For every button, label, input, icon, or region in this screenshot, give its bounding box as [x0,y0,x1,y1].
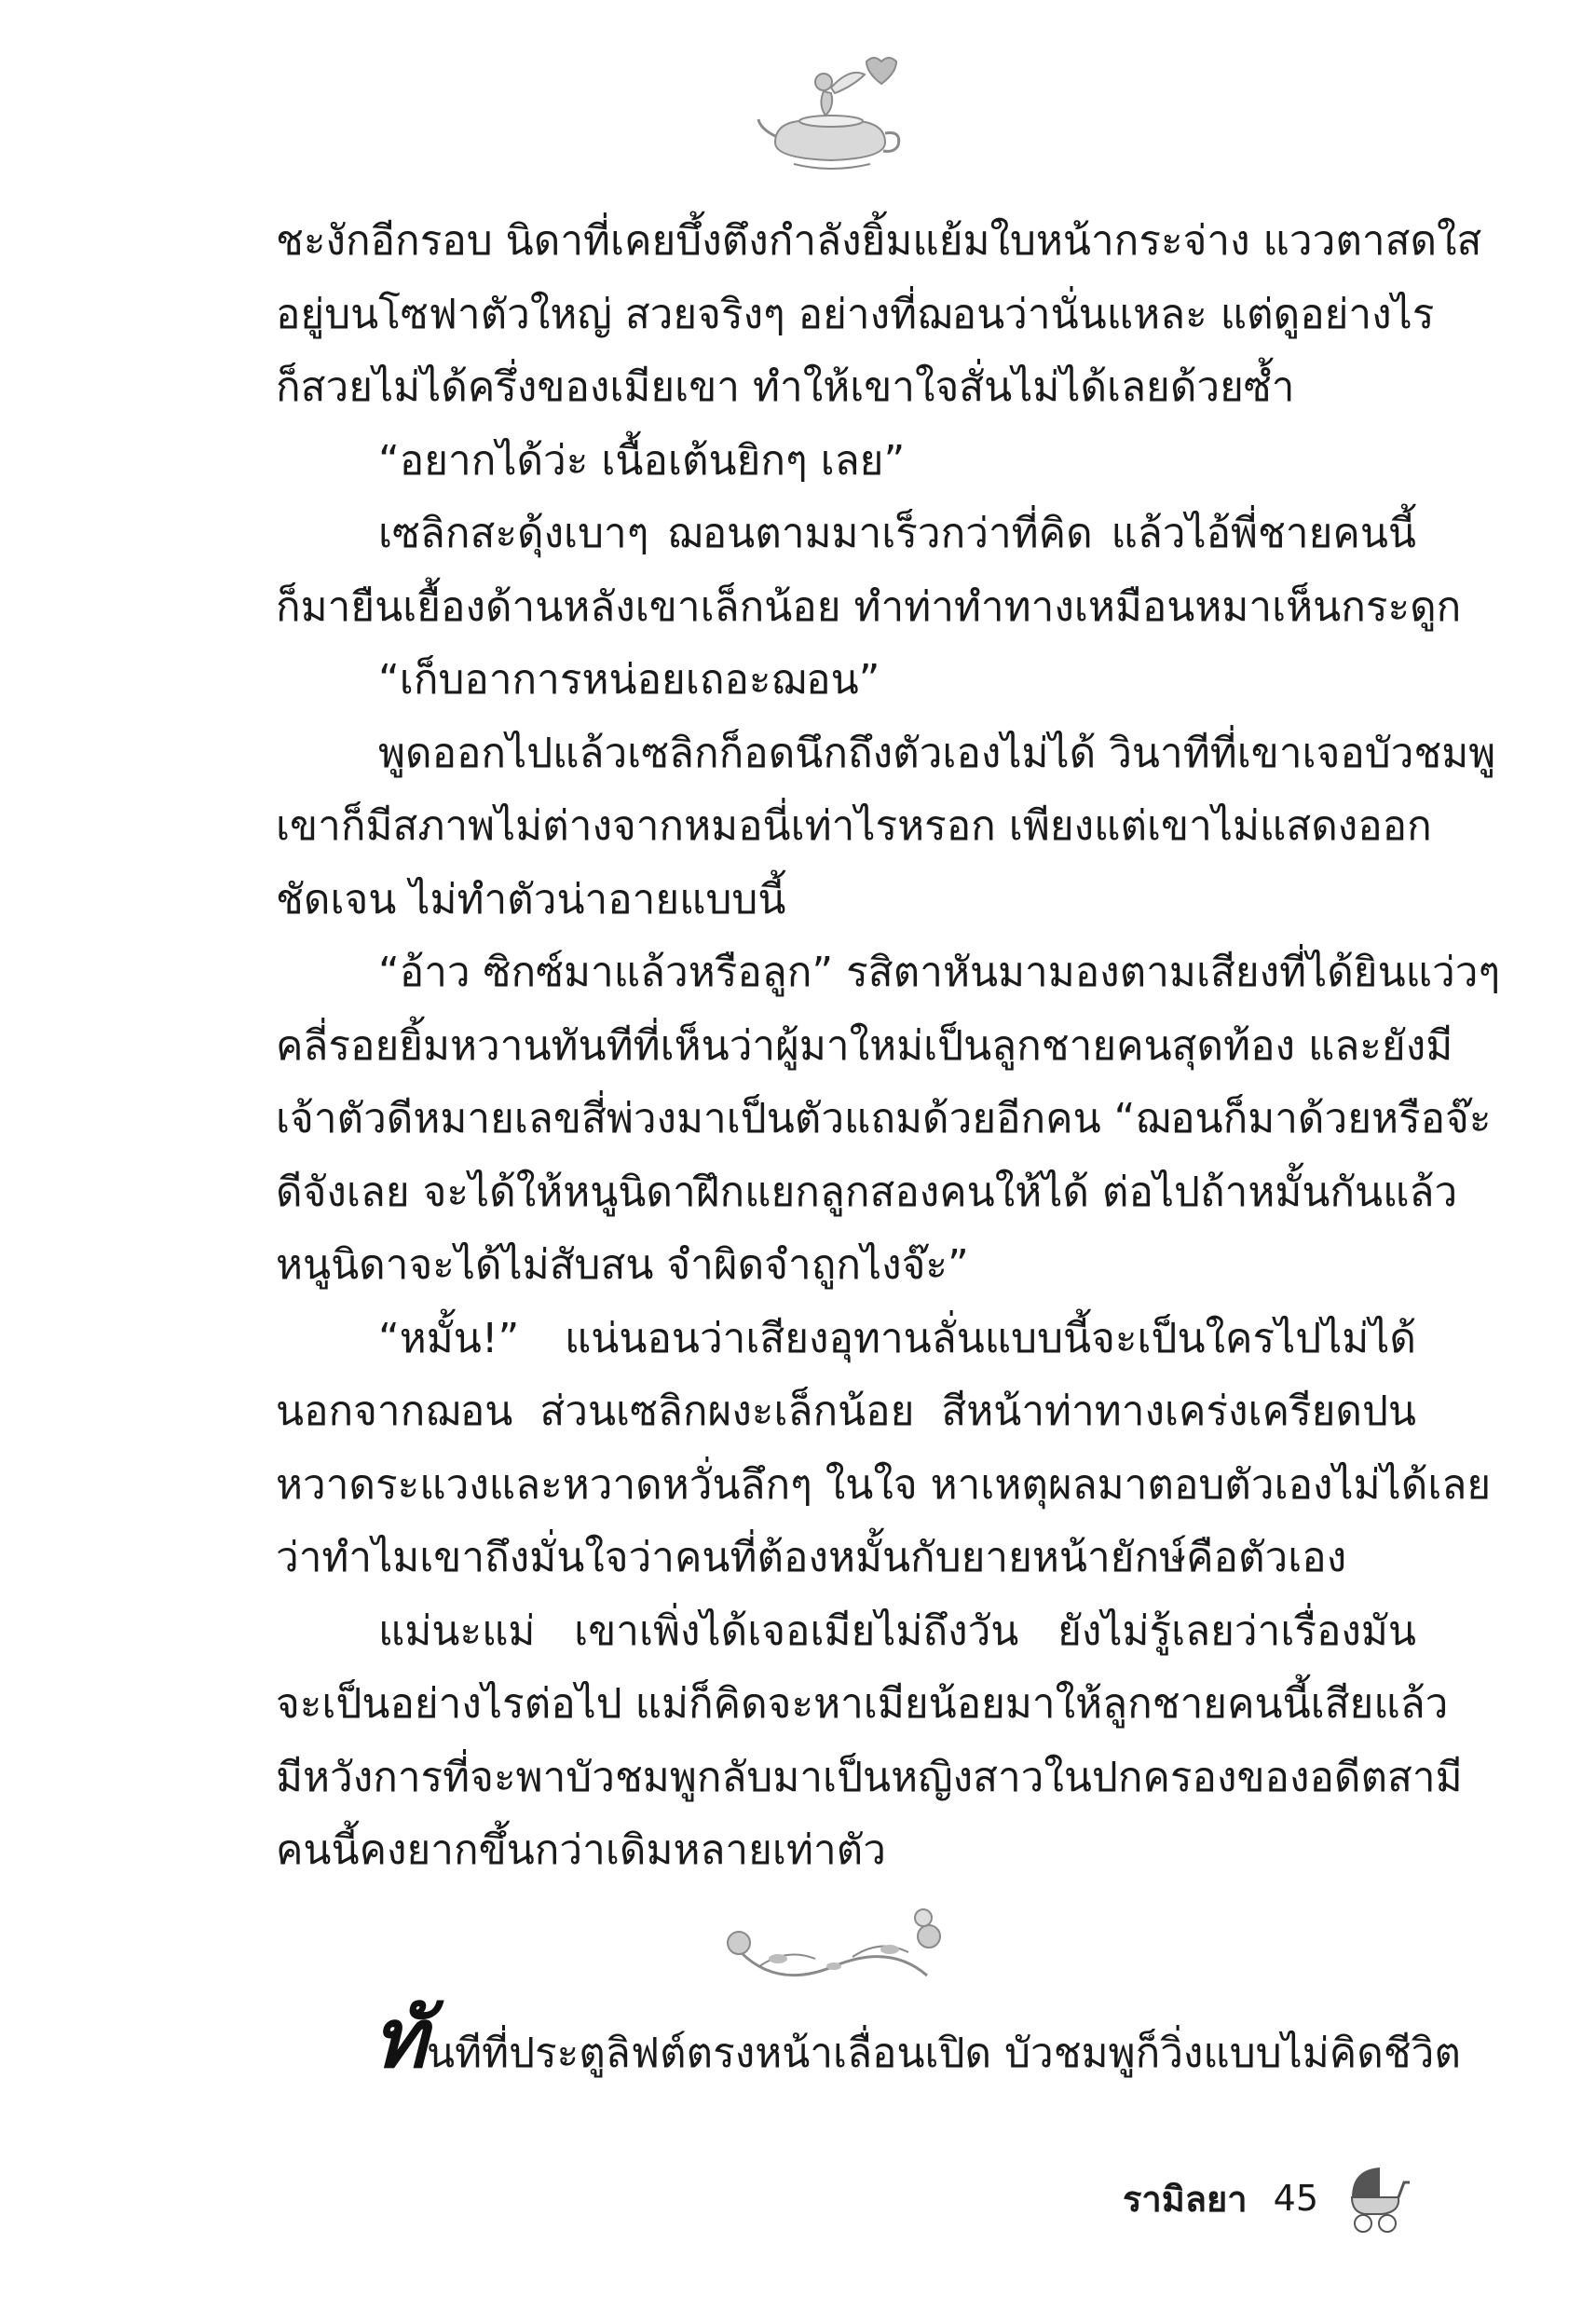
text-line: หนูนิดาจะได้ไม่สับสน จำผิดจำถูกไงจ๊ะ” [276,1241,969,1289]
text-line: คนนี้คงยากขึ้นกว่าเดิมหลายเท่าตัว [276,1826,886,1874]
section-opening-line [373,1990,1461,2090]
floral-vine-divider-icon [722,1901,946,2003]
text-line: ว่าทำไมเขาถึงมั่นใจว่าคนที่ต้องหมั้นกับยายหน้ายักษ์คือตัวเอง [276,1534,1347,1581]
text-line: “อ้าว ซิกซ์มาแล้วหรือลูก” รสิตาหันมามองตามเสียงที่ได้ยินแว่วๆ [378,949,1501,996]
text-line: เจ้าตัวดีหมายเลขสี่พ่วงมาเป็นตัวแถมด้วยอีกคน “ฌอนก็มาด้วยหรือจ๊ะ [276,1095,1492,1142]
text-line: เซลิกสะดุ้งเบาๆ ฌอนตามมาเร็วกว่าที่คิด แล้วไอ้พี่ชายคนนี้ [378,510,1416,557]
text-line: “หมั้น!” แน่นอนว่าเสียงอุทานลั่นแบบนี้จะเป็นใครไปไม่ได้ [378,1314,1416,1362]
text-line: แม่นะแม่ เขาเพิ่งได้เจอเมียไม่ถึงวัน ยังไม่รู้เลยว่าเรื่องมัน [378,1607,1416,1655]
text-line: คลี่รอยยิ้มหวานทันทีที่เห็นว่าผู้มาใหม่เป็นลูกชายคนสุดท้อง และยังมี [276,1021,1453,1070]
text-line: หวาดระแวงและหวาดหวั่นลึกๆ ในใจ หาเหตุผลมาตอบตัวเองไม่ได้เลย [276,1460,1492,1509]
baby-stroller-icon [1344,2162,1410,2235]
text-line: ก็สวยไม่ได้ครึ่งของเมียเขา ทำให้เขาใจสั่นไม่ได้เลยด้วยซ้ำ [276,363,1295,411]
text-line: “เก็บอาการหน่อยเถอะฌอน” [378,656,880,704]
page-number: 45 [1273,2178,1318,2219]
text-line: ดีจังเลย จะได้ให้หนูนิดาฝึกแยกลูกสองคนให้ได้ ต่อไปถ้าหมั้นกันแล้ว [276,1168,1458,1216]
text-line: อยู่บนโซฟาตัวใหญ่ สวยจริงๆ อย่างที่ฌอนว่านั่นแหละ แต่ดูอย่างไร [276,290,1435,338]
text-line: “อยากได้ว่ะ เนื้อเต้นยิกๆ เลย” [378,436,906,485]
drop-cap: ทั [373,1990,428,2086]
text-line: ก็มายืนเยื้องด้านหลังเขาเล็กน้อย ทำท่าทำทางเหมือนหมาเห็นกระดูก [276,582,1462,631]
body-text [276,205,1501,1888]
section-opening-text: นทีที่ประตูลิฟต์ตรงหน้าเลื่อนเปิด บัวชมพูก็วิ่งแบบไม่คิดชีวิต [427,2030,1461,2077]
text-line: นอกจากฌอน ส่วนเซลิกผงะเล็กน้อย สีหน้าท่าทางเคร่งเครียดปน [276,1388,1416,1435]
book-title: รามิลยา [1122,2178,1248,2220]
text-line: พูดออกไปแล้วเซลิกก็อดนึกถึงตัวเองไม่ได้ วินาทีที่เขาเจอบัวชมพู [378,729,1496,777]
text-line: จะเป็นอย่างไรต่อไป แม่ก็คิดจะหาเมียน้อยมาให้ลูกชายคนนี้เสียแล้ว [276,1680,1449,1728]
text-line: เขาก็มีสภาพไม่ต่างจากหมอนี่เท่าไรหรอก เพียงแต่เขาไม่แสดงออก [276,802,1432,850]
cupid-teapot-icon [757,54,906,175]
text-line: ชะงักอีกรอบ นิดาที่เคยบึ้งตึงกำลังยิ้มแย้มใบหน้ากระจ่าง แววตาสดใส [276,217,1482,265]
text-line: มีหวังการที่จะพาบัวชมพูกลับมาเป็นหญิงสาวในปกครองของอดีตสามี [276,1753,1463,1801]
text-line: ชัดเจน ไม่ทำตัวน่าอายแบบนี้ [276,875,786,923]
page-footer [1123,2162,1410,2235]
